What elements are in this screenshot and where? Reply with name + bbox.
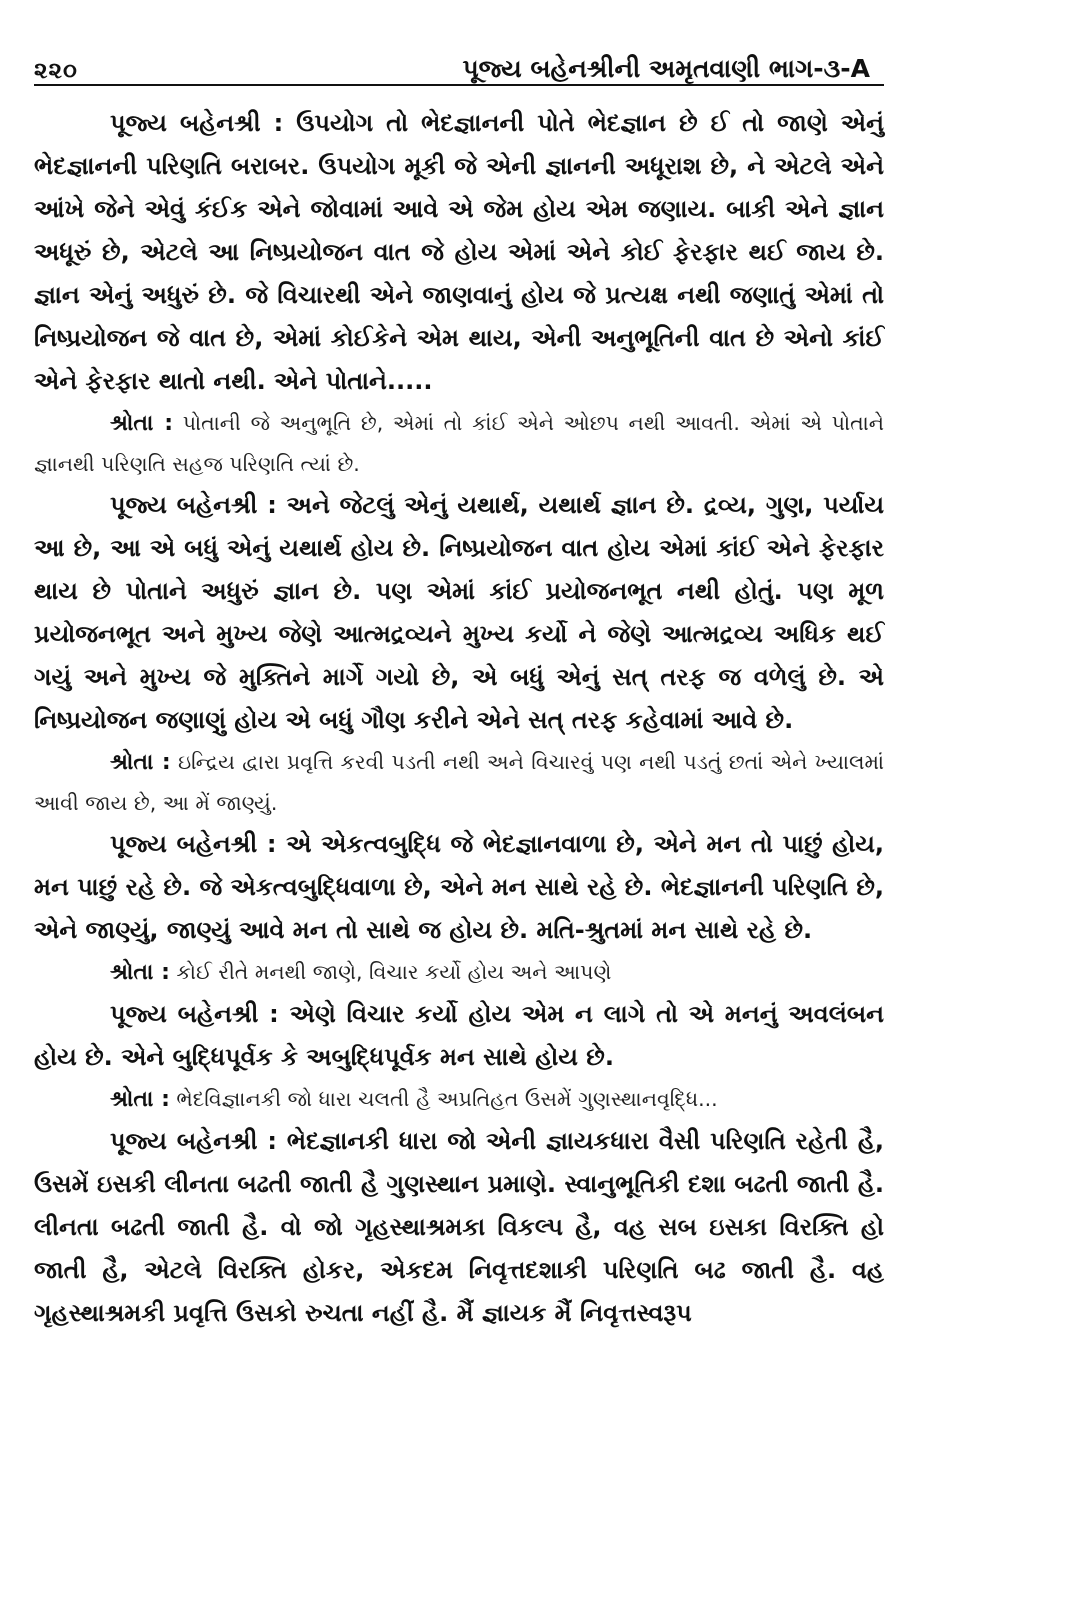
speaker-label: શ્રોતા : [110, 1087, 170, 1112]
paragraph-text: એ એકત્વબુદ્ધિ જે ભેદજ્ઞાનવાળા છે, એને મન તો પાછું હોય, મન પાછું રહે છે. જે એકત્વબુદ્ધિવાળા છે, એને મન સાથે રહે છે. ભેદજ્ઞાનની પરિણતિ છે, એને જાણ્યું, જાણ્યું આવે મન તો સાથે જ હોય છે. મતિ-શ્રુતમાં મન સાથે રહે છે. [34, 830, 884, 944]
paragraph-shrota [34, 1079, 884, 1120]
paragraph-text: કોઈ રીતે મનથી જાણે, વિચાર કર્યો હોય અને આપણે [176, 960, 612, 984]
page-number: ૨૨૦ [34, 58, 78, 84]
paragraph-bahenshri [34, 823, 884, 952]
paragraph-shrota [34, 403, 884, 484]
paragraph-text: ઇન્દ્રિય દ્વારા પ્રવૃત્તિ કરવી પડતી નથી અને વિચારવું પણ નથી પડતું છતાં એને ખ્યાલમાં આવી જાય છે, આ મેં જાણ્યું. [34, 750, 884, 815]
paragraph-shrota [34, 952, 884, 993]
speaker-label: પૂજ્ય બહેનશ્રી : [110, 830, 277, 858]
paragraph-text: એણે વિચાર કર્યો હોય એમ ન લાગે તો એ મનનું અવલંબન હોય છે. એને બુદ્ધિપૂર્વક કે અબુદ્ધિપૂર્વક મન સાથે હોય છે. [34, 1000, 885, 1071]
speaker-label: શ્રોતા : [110, 411, 174, 436]
paragraph-text: ભેદવિજ્ઞાનકી જો ધારા ચલતી હૈ અપ્રતિહત ઉસમેં ગુણસ્થાનવૃદ્ધિ... [176, 1087, 718, 1111]
page-body [34, 102, 884, 1335]
page-header [34, 44, 884, 86]
paragraph-bahenshri [34, 1120, 884, 1335]
running-title: પૂજ્ય બહેનશ્રીની અમૃતવાણી ભાગ-૩-A [462, 54, 870, 83]
speaker-label: પૂજ્ય બહેનશ્રી : [110, 1127, 277, 1155]
book-page [34, 44, 884, 1335]
paragraph-bahenshri [34, 102, 884, 403]
speaker-label: પૂજ્ય બહેનશ્રી : [110, 491, 277, 519]
speaker-label: પૂજ્ય બહેનશ્રી : [110, 109, 284, 137]
paragraph-text: ઉપયોગ તો ભેદજ્ઞાનની પોતે ભેદજ્ઞાન છે ઈ તો જાણે એનું ભેદજ્ઞાનની પરિણતિ બરાબર. ઉપયોગ મૂકી જે એની જ્ઞાનની અધૂરાશ છે, ને એટલે એને આંખે જેને એવું કંઈક એને જોવામાં આવે એ જેમ હોય એમ જણાય. બાકી એને જ્ઞાન અધૂરું છે, એટલે આ નિષ્પ્રયોજન વાત જે હોય એમાં એને કોઈ ફેરફાર થઈ જાય છે. જ્ઞાન એનું અધુરું છે. જે વિચારથી એને જાણવાનું હોય જે પ્રત્યક્ષ નથી જણાતું એમાં તો નિષ્પ્રયોજન જે વાત છે, એમાં કોઈકેને એમ થાય, એની અનુભૂતિની વાત છે એનો કાંઈ એને ફેરફાર થાતો નથી. એને પોતાને..... [34, 109, 884, 395]
paragraph-text: પોતાની જે અનુભૂતિ છે, એમાં તો કાંઈ એને ઓછપ નથી આવતી. એમાં એ પોતાને જ્ઞાનથી પરિણતિ સહજ પરિણતિ ત્યાં છે. [34, 411, 884, 476]
paragraph-text: અને જેટલું એનું યથાર્થ, યથાર્થ જ્ઞાન છે. દ્રવ્ય, ગુણ, પર્યાય આ છે, આ એ બધું એનું યથાર્થ હોય છે. નિષ્પ્રયોજન વાત હોય એમાં કાંઈ એને ફેરફાર થાય છે પોતાને અધુરું જ્ઞાન છે. પણ એમાં કાંઈ પ્રયોજનભૂત નથી હોતું. પણ મૂળ પ્રયોજનભૂત અને મુખ્ય જેણે આત્મદ્રવ્યને મુખ્ય કર્યો ને જેણે આત્મદ્રવ્ય અધિક થઈ ગયું અને મુખ્ય જે મુક્તિને માર્ગે ગયો છે, એ બધું એનું સત્ તરફ જ વળેલું છે. એ નિષ્પ્રયોજન જણાણું હોય એ બધું ગૌણ કરીને એને સત્ તરફ કહેવામાં આવે છે. [34, 491, 884, 734]
paragraph-text: ભેદજ્ઞાનકી ધારા જો એની જ્ઞાયકધારા વૈસી પરિણતિ રહેતી હૈ, ઉસમેં ઇસકી લીનતા બઢતી જાતી હૈ ગુણસ્થાન પ્રમાણે. સ્વાનુભૂતિકી દશા બઢતી જાતી હૈ. લીનતા બઢતી જાતી હૈ. વો જો ગૃહસ્થાશ્રમકા વિકલ્પ હૈ, વહ સબ ઇસકા વિરક્તિ હો જાતી હૈ, એટલે વિરક્તિ હોકર, એકદમ નિવૃત્તદશાકી પરિણતિ બઢ જાતી હૈ. વહ ગૃહસ્થાશ્રમકી પ્રવૃત્તિ ઉસકો રુચતા નહીં હૈ. મૈં જ્ઞાયક મૈં નિવૃત્તસ્વરૂપ [34, 1127, 885, 1327]
paragraph-bahenshri [34, 484, 884, 742]
paragraph-bahenshri [34, 993, 884, 1079]
speaker-label: પૂજ્ય બહેનશ્રી : [110, 1000, 279, 1028]
speaker-label: શ્રોતા : [110, 750, 171, 775]
speaker-label: શ્રોતા : [110, 960, 170, 985]
paragraph-shrota [34, 742, 884, 823]
